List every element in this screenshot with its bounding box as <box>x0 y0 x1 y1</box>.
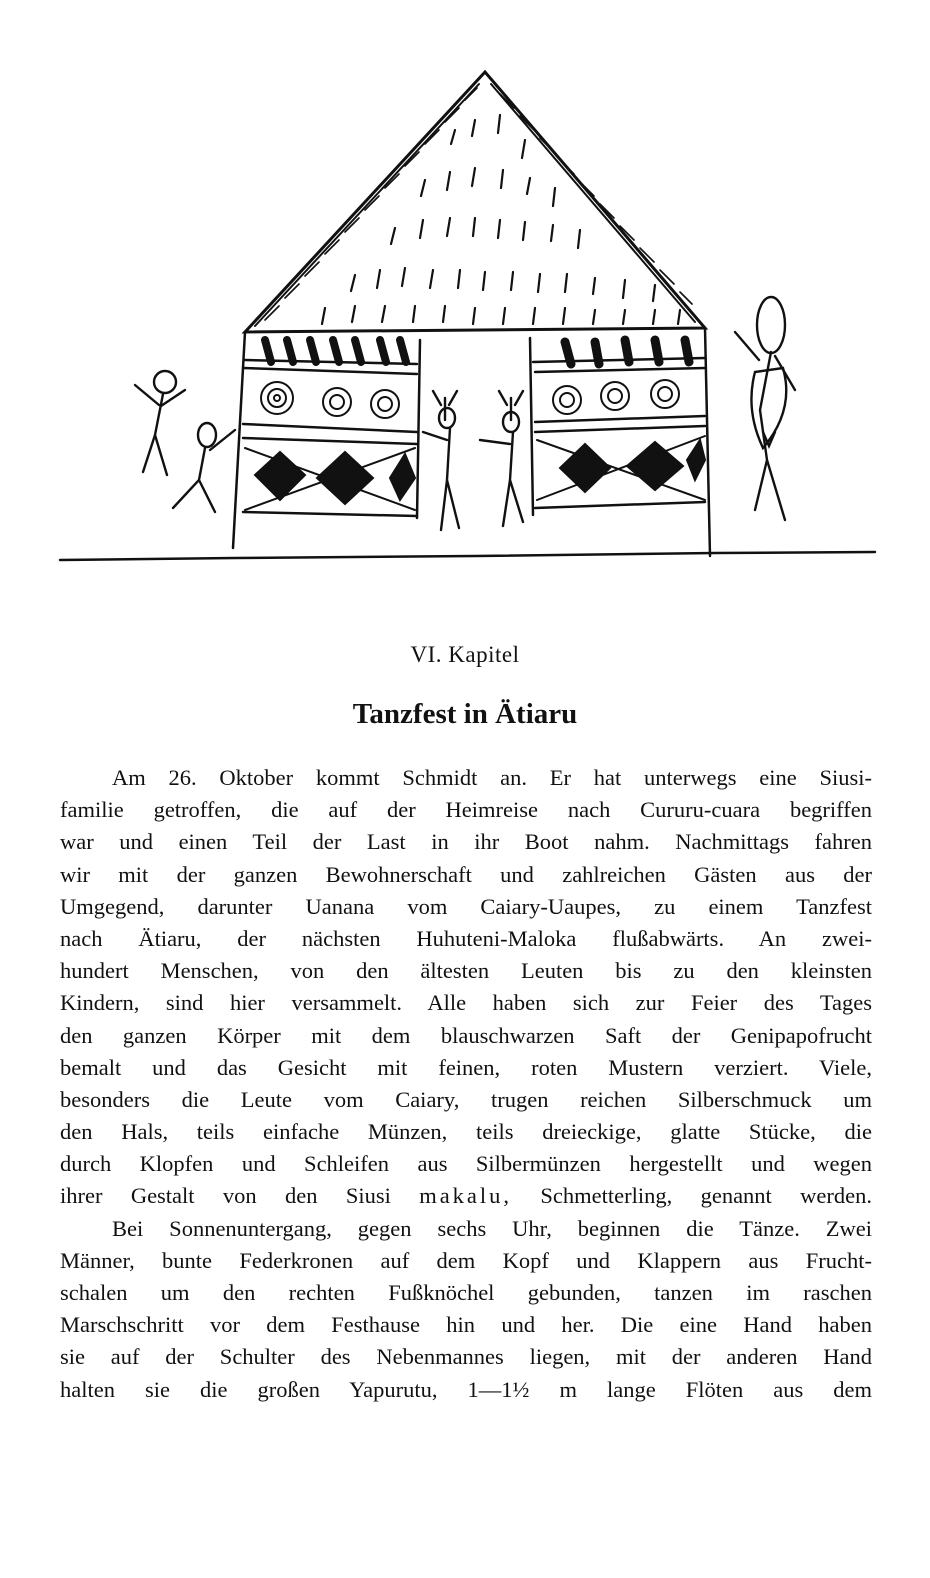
chapter-number: VI. Kapitel <box>410 642 520 667</box>
diamond-pattern <box>255 440 705 504</box>
text-line <box>60 1180 872 1212</box>
text-line: Bei Sonnenuntergang, gegen sechs Uhr, beginnen die Tänze. Zwei <box>112 1215 872 1241</box>
text-line: schalen um den rechten Fußknöchel gebunden, tanzen im raschen <box>60 1280 872 1305</box>
text-segment: ihrer Gestalt von den Siusi <box>60 1183 391 1209</box>
text-line: den ganzen Körper mit dem blauschwarzen Saft der Genipapofrucht <box>60 1022 872 1048</box>
thatched-roof <box>245 72 705 332</box>
text-line: den Hals, teils einfache Münzen, teils dreieckige, glatte Stücke, die <box>60 1119 872 1145</box>
text-line: war und einen Teil der Last in ihr Boot nahm. Nachmittags fahren <box>60 829 872 855</box>
body-text <box>60 762 872 1406</box>
text-line: nach Ätiaru, der nächsten Huhuteni-Maloka flußabwärts. An zwei- <box>60 925 872 951</box>
text-line: besonders die Leute vom Caiary, trugen reichen Silberschmuck um <box>60 1086 872 1112</box>
house-dance-illustration <box>55 60 885 580</box>
text-line: hundert Menschen, von den ältesten Leuten bis zu den kleinsten <box>60 958 872 984</box>
text-line: Umgegend, darunter Uanana vom Caiary-Uaupes, zu einem Tanzfest <box>60 893 872 919</box>
chapter-title: Tanzfest in Ätiaru <box>352 698 578 730</box>
text-line: Marschschritt vor dem Festhause hin und her. Die eine Hand haben <box>60 1312 872 1338</box>
text-line: Kindern, sind hier versammelt. Alle haben sich zur Feier des Tages <box>60 990 872 1016</box>
spaced-term: makalu, <box>419 1183 513 1209</box>
text-line: Männer, bunte Federkronen auf dem Kopf und Klappern aus Frucht- <box>60 1247 872 1273</box>
text-line: sie auf der Schulter des Nebenmannes liegen, mit der anderen Hand <box>60 1344 872 1370</box>
ground-line <box>60 552 875 560</box>
text-line: familie getroffen, die auf der Heimreise nach Cururu-cuara begriffen <box>60 797 872 823</box>
text-line: halten sie die großen Yapurutu, 1—1½ m lange Flöten aus dem <box>60 1376 872 1402</box>
spiral-decorations <box>261 380 679 418</box>
text-line: bemalt und das Gesicht mit feinen, roten Mustern verziert. Viele, <box>60 1054 872 1080</box>
text-line: Am 26. Oktober kommt Schmidt an. Er hat unterwegs eine Siusi- <box>112 765 872 790</box>
text-line: wir mit der ganzen Bewohnerschaft und zahlreichen Gästen aus der <box>60 861 872 887</box>
text-segment: Schmetterling, genannt werden. <box>540 1183 872 1209</box>
house-walls <box>233 328 710 556</box>
dancer-figures <box>135 297 795 530</box>
text-line: durch Klopfen und Schleifen aus Silbermünzen hergestellt und wegen <box>60 1151 872 1177</box>
